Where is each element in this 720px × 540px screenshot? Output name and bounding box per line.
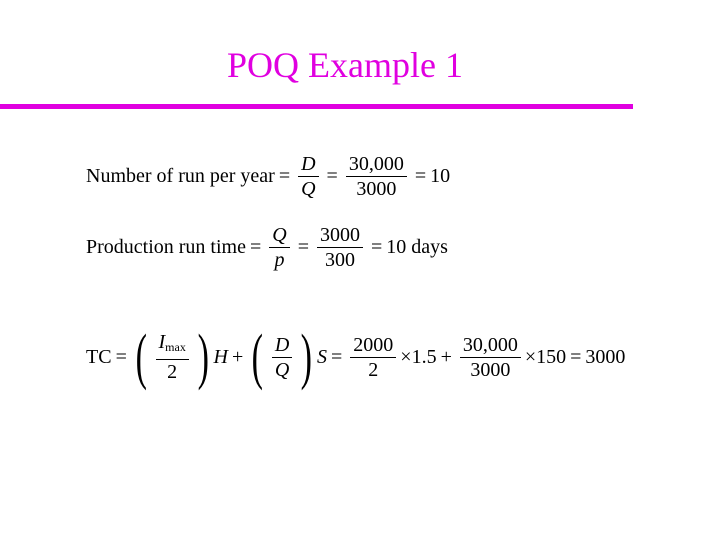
q-denominator: Q: [274, 358, 290, 381]
fraction-30000-over-3000: [460, 333, 521, 382]
fraction-values: [317, 223, 363, 272]
eq2-frac2-denominator: 300: [325, 249, 355, 271]
times-sign: ×: [524, 345, 537, 368]
eq1-frac2-denominator: 3000: [356, 178, 397, 200]
slide-title: POQ Example 1: [227, 45, 463, 85]
f1-numerator: 2000: [353, 333, 394, 356]
holding-cost-variable: H: [213, 345, 228, 368]
eq2-frac1-numerator: Q: [272, 224, 287, 246]
fraction-2000-over-2: [350, 333, 396, 382]
multiplier-1: 1.5: [411, 345, 437, 368]
fraction-imax-over-2: [156, 330, 189, 384]
d-numerator: D: [274, 333, 290, 356]
eq1-frac1-denominator: Q: [301, 178, 316, 200]
eq2-result: 10 days: [386, 236, 448, 258]
paren-group-d-over-q: [247, 323, 317, 391]
eq1-result: 10: [430, 165, 451, 187]
f2-denominator: 3000: [470, 358, 511, 381]
equals-sign: =: [115, 345, 127, 368]
eq2-frac2-numerator: 3000: [320, 224, 360, 246]
fraction-q-over-p: [269, 223, 289, 272]
title-rule: [0, 104, 633, 109]
equation-production-run-time: [86, 223, 448, 272]
eq2-frac1-denominator: p: [274, 249, 285, 271]
fraction-d-over-q: [298, 152, 318, 201]
equals-sign: =: [326, 165, 338, 187]
equals-sign: =: [331, 345, 343, 368]
times-sign: ×: [400, 345, 412, 368]
multiplier-2: 150: [536, 345, 567, 368]
fraction-d-over-q: [272, 333, 292, 382]
equals-sign: =: [249, 236, 262, 258]
f1-denominator: 2: [368, 358, 379, 381]
eq1-frac1-numerator: D: [301, 153, 316, 175]
eq1-lhs: Number of run per year: [86, 165, 275, 187]
eq2-lhs: Production run time: [86, 236, 246, 258]
imax-denominator: 2: [167, 361, 178, 383]
eq3-lhs: TC: [86, 345, 112, 368]
plus-sign: +: [231, 345, 244, 368]
equals-sign: =: [570, 345, 582, 368]
fraction-values: [346, 152, 407, 201]
right-paren: ): [197, 323, 209, 391]
equals-sign: =: [371, 236, 383, 258]
right-paren: ): [300, 323, 313, 391]
left-paren: (: [251, 323, 264, 391]
equals-sign: =: [414, 165, 427, 187]
equation-runs-per-year: [86, 152, 450, 201]
equals-sign: =: [278, 165, 291, 187]
left-paren: (: [135, 323, 147, 391]
imax-variable: I: [158, 331, 166, 353]
imax-subscript: max: [165, 340, 186, 354]
paren-group-imax: [131, 323, 214, 391]
eq1-frac2-numerator: 30,000: [348, 153, 404, 175]
f2-numerator: 30,000: [462, 333, 518, 356]
equals-sign: =: [297, 236, 309, 258]
plus-sign: +: [440, 345, 452, 368]
setup-cost-variable: S: [317, 345, 327, 368]
eq3-result: 3000: [585, 345, 626, 368]
equation-total-cost: [86, 323, 626, 391]
